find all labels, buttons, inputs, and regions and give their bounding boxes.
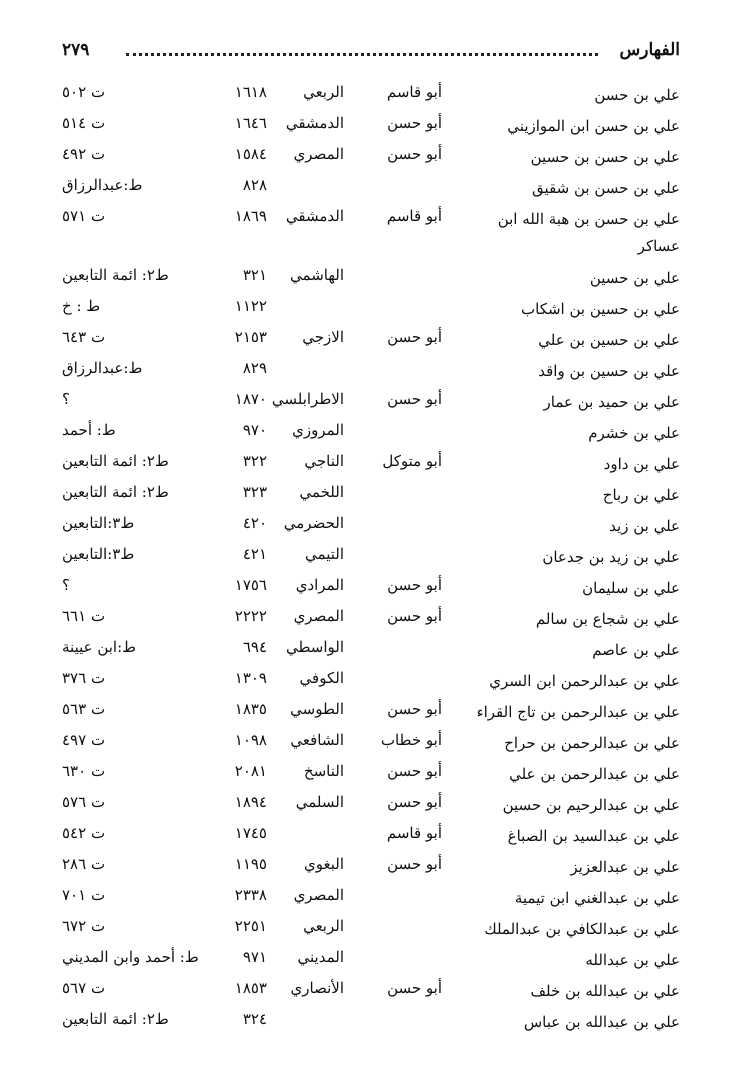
entry-number: ٢٣٣٨ xyxy=(234,886,267,904)
entry-nisba: البغوي xyxy=(304,855,344,873)
entry-reference: ت ٥٤٢ xyxy=(62,824,106,842)
entry-nisba: الناجي xyxy=(304,452,344,470)
entry-number: ٢١٥٣ xyxy=(234,328,267,346)
index-entry xyxy=(0,511,742,542)
entry-number: ٩٧١ xyxy=(242,948,267,966)
index-entry xyxy=(0,883,742,914)
entry-reference: ت ٣٧٦ xyxy=(62,669,106,687)
index-entry xyxy=(0,852,742,883)
header-dotted-leader xyxy=(126,53,598,56)
entry-number: ١١٢٢ xyxy=(234,297,267,315)
entry-name: علي بن حسن xyxy=(594,86,680,104)
entry-reference: ت ٥١٤ xyxy=(62,114,106,132)
index-entry xyxy=(0,449,742,480)
entry-name: علي بن حسن بن هبة الله ابن xyxy=(497,210,680,228)
entry-nisba: السلمي xyxy=(295,793,344,811)
entry-reference: ت ٥٧١ xyxy=(62,207,106,225)
entry-reference: ط٣:التابعين xyxy=(62,545,135,563)
entry-kunya: أبو متوكل xyxy=(382,452,442,470)
entry-name: عساكر xyxy=(637,237,680,255)
index-entry xyxy=(0,235,742,263)
entry-nisba: الشافعي xyxy=(290,731,344,749)
index-entry xyxy=(0,635,742,666)
index-entry xyxy=(0,1007,742,1038)
entry-name: علي بن عبدالله xyxy=(585,951,680,969)
entry-number: ١٧٤٥ xyxy=(234,824,267,842)
index-entry xyxy=(0,790,742,821)
entry-name: علي بن عبدالرحمن بن علي xyxy=(509,765,680,783)
entry-name: علي بن عبدالرحمن بن تاج القراء xyxy=(476,703,680,721)
index-entry xyxy=(0,573,742,604)
entry-name: علي بن عبدالرحمن بن حراح xyxy=(504,734,680,752)
entry-number: ٣٢٢ xyxy=(242,452,267,470)
entry-reference: ت ٤٩٢ xyxy=(62,145,106,163)
entry-kunya: أبو حسن xyxy=(387,576,442,594)
page-number: ٢٧٩ xyxy=(62,40,90,60)
entry-reference: ت ٧٠١ xyxy=(62,886,106,904)
entry-reference: ؟ xyxy=(62,390,70,408)
entry-name: علي بن رباح xyxy=(602,486,680,504)
index-entry xyxy=(0,480,742,511)
index-entry xyxy=(0,542,742,573)
entry-reference: ط: أحمد وابن المديني xyxy=(62,948,199,966)
entry-number: ٣٢٣ xyxy=(242,483,267,501)
entry-reference: ت ٦٦١ xyxy=(62,607,106,625)
entry-nisba: الازجي xyxy=(302,328,344,346)
entry-reference: ت ٥٧٦ xyxy=(62,793,106,811)
index-entries xyxy=(0,80,742,1038)
entry-nisba: المديني xyxy=(297,948,344,966)
entry-number: ١٥٨٤ xyxy=(234,145,267,163)
entry-name: علي بن عبدالغني ابن تيمية xyxy=(514,889,680,907)
index-entry xyxy=(0,604,742,635)
entry-number: ٢٠٨١ xyxy=(234,762,267,780)
entry-reference: ت ٢٨٦ xyxy=(62,855,106,873)
entry-number: ١٨٣٥ xyxy=(234,700,267,718)
entry-nisba: الدمشقي xyxy=(285,114,344,132)
entry-reference: ت ٦٧٢ xyxy=(62,917,106,935)
entry-number: ٢٢٢٢ xyxy=(234,607,267,625)
entry-name: علي بن حسن بن حسين xyxy=(530,148,680,166)
entry-kunya: أبو قاسم xyxy=(386,207,442,225)
entry-kunya: أبو حسن xyxy=(387,328,442,346)
entry-reference: ؟ xyxy=(62,576,70,594)
entry-number: ١٨٧٠ xyxy=(234,390,267,408)
entry-reference: ت ٥٠٢ xyxy=(62,83,106,101)
entry-nisba: الحضرمي xyxy=(283,514,344,532)
entry-nisba: الربعي xyxy=(303,83,344,101)
entry-reference: ط٢: ائمة التابعين xyxy=(62,266,169,284)
entry-name: علي بن خشرم xyxy=(588,424,680,442)
entry-nisba: الدمشقي xyxy=(285,207,344,225)
entry-reference: ط : خ xyxy=(62,297,101,315)
entry-number: ١٦٤٦ xyxy=(234,114,267,132)
index-entry xyxy=(0,976,742,1007)
entry-nisba: المرادي xyxy=(295,576,344,594)
entry-name: علي بن زيد بن جدعان xyxy=(542,548,680,566)
entry-name: علي بن عبدالكافي بن عبدالملك xyxy=(484,920,680,938)
entry-reference: ت ٥٦٧ xyxy=(62,979,106,997)
entry-reference: ت ٥٦٣ xyxy=(62,700,106,718)
entry-number: ٣٢١ xyxy=(242,266,267,284)
entry-reference: ت ٤٩٧ xyxy=(62,731,106,749)
entry-kunya: أبو حسن xyxy=(387,390,442,408)
entry-number: ١٨٩٤ xyxy=(234,793,267,811)
entry-number: ٤٢٠ xyxy=(242,514,267,532)
index-entry xyxy=(0,356,742,387)
index-entry xyxy=(0,80,742,111)
entry-kunya: أبو حسن xyxy=(387,145,442,163)
index-entry xyxy=(0,173,742,204)
index-entry xyxy=(0,728,742,759)
entry-number: ٤٢١ xyxy=(242,545,267,563)
index-entry xyxy=(0,945,742,976)
entry-nisba: الهاشمي xyxy=(290,266,344,284)
entry-number: ٩٧٠ xyxy=(242,421,267,439)
entry-nisba: اللخمي xyxy=(299,483,344,501)
entry-reference: ط٣:التابعين xyxy=(62,514,135,532)
entry-nisba: الربعي xyxy=(303,917,344,935)
index-entry xyxy=(0,697,742,728)
entry-name: علي بن حسين بن علي xyxy=(538,331,680,349)
index-entry xyxy=(0,294,742,325)
index-entry xyxy=(0,142,742,173)
entry-nisba: الناسخ xyxy=(303,762,344,780)
entry-kunya: أبو حسن xyxy=(387,793,442,811)
entry-reference: ط:عبدالرزاق xyxy=(62,176,143,194)
entry-number: ٣٢٤ xyxy=(242,1010,267,1028)
entry-nisba: المصري xyxy=(293,886,344,904)
page-header xyxy=(62,40,680,66)
entry-name: علي بن عبدالله بن عباس xyxy=(523,1013,680,1031)
entry-name: علي بن عبدالرحيم بن حسين xyxy=(502,796,680,814)
entry-kunya: أبو حسن xyxy=(387,607,442,625)
entry-number: ١١٩٥ xyxy=(234,855,267,873)
entry-name: علي بن شجاع بن سالم xyxy=(535,610,680,628)
entry-name: علي بن حسين بن اشكاب xyxy=(521,300,680,318)
index-entry xyxy=(0,204,742,235)
entry-nisba: الواسطي xyxy=(285,638,344,656)
entry-name: علي بن حسين xyxy=(589,269,680,287)
entry-kunya: أبو حسن xyxy=(387,700,442,718)
entry-name: علي بن عاصم xyxy=(592,641,680,659)
entry-number: ١٨٥٣ xyxy=(234,979,267,997)
entry-nisba: الاطرابلسي xyxy=(271,390,344,408)
entry-name: علي بن سليمان xyxy=(582,579,680,597)
entry-name: علي بن عبدالعزيز xyxy=(570,858,680,876)
entry-name: علي بن حسن بن شقيق xyxy=(532,179,680,197)
entry-nisba: الأنصاري xyxy=(290,979,344,997)
entry-name: علي بن حسن ابن الموازيني xyxy=(507,117,680,135)
entry-number: ٢٢٥١ xyxy=(234,917,267,935)
entry-reference: ت ٦٣٠ xyxy=(62,762,106,780)
entry-number: ٨٢٨ xyxy=(242,176,267,194)
entry-nisba: الطوسي xyxy=(290,700,344,718)
index-entry xyxy=(0,418,742,449)
entry-nisba: المصري xyxy=(293,145,344,163)
entry-kunya: أبو خطاب xyxy=(380,731,442,749)
index-entry xyxy=(0,263,742,294)
entry-reference: ط٢: ائمة التابعين xyxy=(62,452,169,470)
entry-reference: ط:عبدالرزاق xyxy=(62,359,143,377)
entry-nisba: المروزي xyxy=(292,421,344,439)
entry-number: ١٧٥٦ xyxy=(234,576,267,594)
entry-name: علي بن حميد بن عمار xyxy=(543,393,680,411)
index-entry xyxy=(0,914,742,945)
entry-name: علي بن عبدالرحمن ابن السري xyxy=(489,672,680,690)
entry-name: علي بن زيد xyxy=(609,517,680,535)
entry-reference: ط٢: ائمة التابعين xyxy=(62,483,169,501)
entry-reference: ط:ابن عيينة xyxy=(62,638,137,656)
page-title: الفهارس xyxy=(619,40,680,60)
index-entry xyxy=(0,666,742,697)
entry-reference: ت ٦٤٣ xyxy=(62,328,106,346)
index-entry xyxy=(0,759,742,790)
entry-kunya: أبو قاسم xyxy=(386,83,442,101)
entry-reference: ط: أحمد xyxy=(62,421,116,439)
entry-number: ٦٩٤ xyxy=(242,638,267,656)
entry-number: ٨٢٩ xyxy=(242,359,267,377)
entry-reference: ط٢: ائمة التابعين xyxy=(62,1010,169,1028)
entry-name: علي بن عبدالله بن خلف xyxy=(530,982,680,1000)
index-entry xyxy=(0,111,742,142)
entry-number: ١٦١٨ xyxy=(234,83,267,101)
entry-number: ١٠٩٨ xyxy=(234,731,267,749)
entry-kunya: أبو حسن xyxy=(387,762,442,780)
entry-number: ١٨٦٩ xyxy=(234,207,267,225)
entry-kunya: أبو قاسم xyxy=(386,824,442,842)
entry-kunya: أبو حسن xyxy=(387,979,442,997)
index-entry xyxy=(0,821,742,852)
index-entry xyxy=(0,387,742,418)
entry-nisba: الكوفي xyxy=(299,669,344,687)
entry-nisba: التيمي xyxy=(305,545,344,563)
entry-name: علي بن داود xyxy=(603,455,680,473)
index-entry xyxy=(0,325,742,356)
entry-kunya: أبو حسن xyxy=(387,855,442,873)
entry-number: ١٣٠٩ xyxy=(234,669,267,687)
entry-name: علي بن عبدالسيد بن الصباغ xyxy=(507,827,680,845)
entry-kunya: أبو حسن xyxy=(387,114,442,132)
entry-nisba: المصري xyxy=(293,607,344,625)
entry-name: علي بن حسين بن واقد xyxy=(538,362,680,380)
